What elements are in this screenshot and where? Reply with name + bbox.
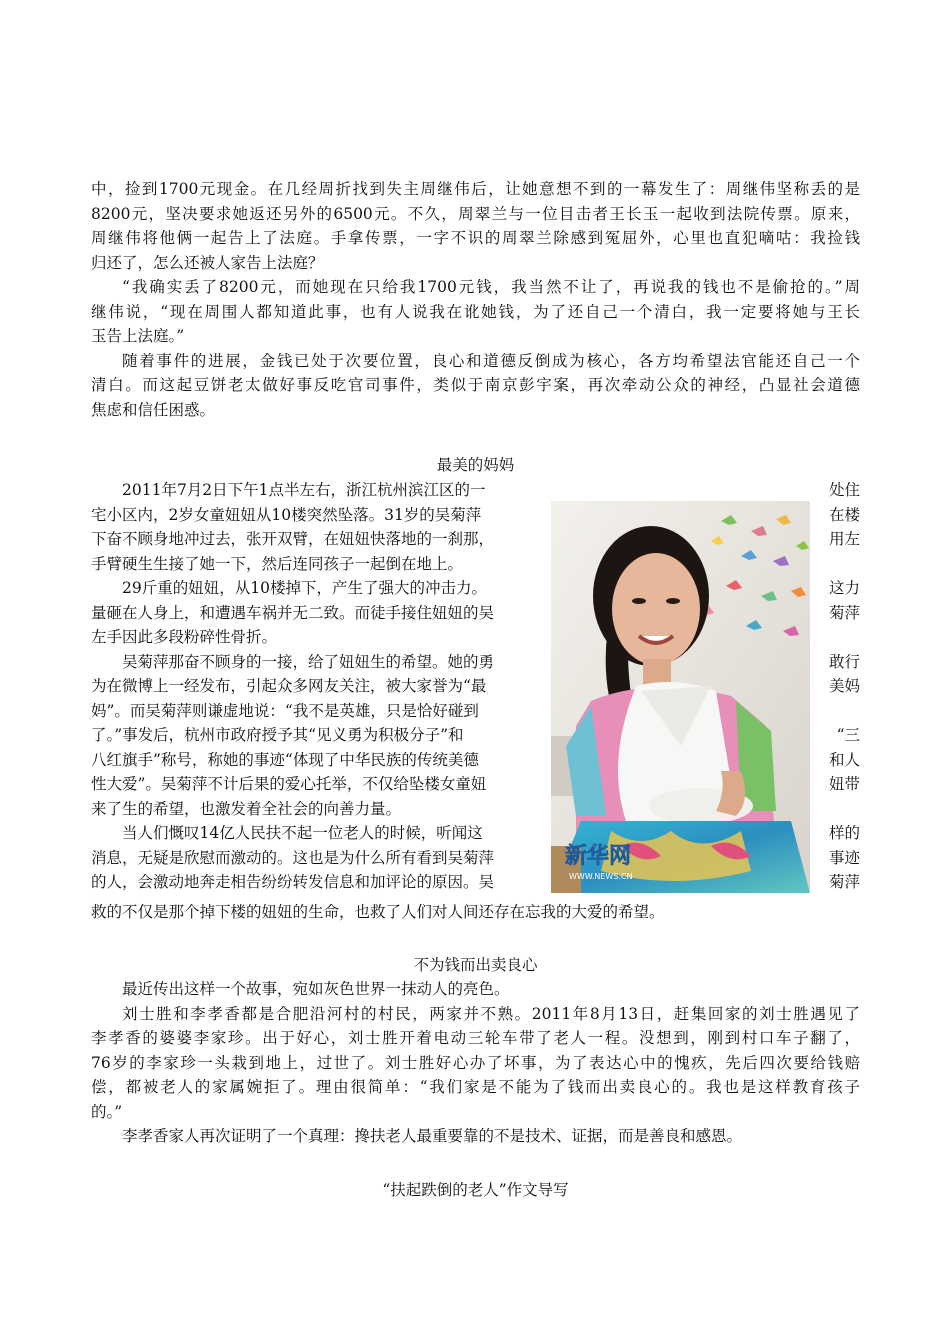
section1-row-left: 妈”。而吴菊萍则谦虚地说：“我不是英雄，只是恰好碰到 [91,701,479,720]
section1-row-right: 和人 [828,750,860,769]
section2-line: 的。” [91,1102,123,1121]
section1-row-left: 了。”事发后，杭州市政府授予其“见义勇为积极分子”和 [91,726,464,744]
section1-row-right: 菊萍 [828,603,860,622]
section1-row-left: 消息，无疑是欣慰而激动的。这也是为什么所有看到吴菊萍 [91,848,495,867]
section2-line: 偿，都被老人的家属婉拒了。理由很简单：“我们家是不能为了钱而出卖良心的。我也是这样教育孩子 [91,1078,860,1096]
watermark-logo: 新华网 [565,844,632,869]
section1-row-left: 吴菊萍那奋不顾身的一接，给了妞妞生的希望。她的勇 [122,652,495,671]
section1-row-left: 八红旗手”称号，称她的事迹“体现了中华民族的传统美德 [91,750,479,769]
section1-row-right: 事迹 [828,848,860,867]
section1-row-left: 量砸在人身上，和遭遇车祸并无二致。而徒手接住妞妞的吴 [91,603,495,622]
section1-closing-line: 救的不仅是那个掉下楼的妞妞的生命，也救了人们对人间还存在忘我的大爱的希望。 [91,903,665,921]
section1-row-left: 手臂硬生生接了她一下，然后连同孩子一起倒在地上。 [91,554,464,573]
section1-row-left: 为在微博上一经发布，引起众多网友关注，被大家誉为“最 [91,677,487,695]
section1-row-right: 美妈 [828,677,860,695]
intro-line: 清白。而这起豆饼老太做好事反吃官司事件，类似于南京彭宇案，再次牵动公众的神经，凸显社会道德 [91,376,860,394]
section1-row-right: 妞带 [828,775,860,793]
section1-row-right: 用左 [828,530,860,548]
news-photo [551,501,810,893]
section2-line: 最近传出这样一个故事，宛如灰色世界一抹动人的亮色。 [122,980,510,998]
watermark-url: WWW.NEWS.CN [569,872,633,881]
intro-line: 中，捡到1700元现金。在几经周折找到失主周继伟后，让她意想不到的一幕发生了：周继伟坚称丢的是 [91,180,860,198]
section-title-not-sell-conscience: 不为钱而出卖良心 [413,956,538,974]
section1-closing [91,900,860,925]
section1-row-left: 来了生的希望，也激发着全社会的向善力量。 [91,799,402,818]
section1-row-right: 敢行 [828,652,860,671]
intro-line: 玉告上法庭。” [91,327,185,345]
intro-line: 继伟说，“现在周围人都知道此事，也有人说我在讹她钱，为了还自己一个清白，我一定要将她与王长 [91,302,860,321]
intro-line: 周继伟将他俩一起告上了法庭。手拿传票，一字不识的周翠兰除感到冤屈外，心里也直犯嘀咕：我捡钱 [91,229,860,247]
section1-row-right: 这力 [828,579,860,597]
intro-text [91,177,860,422]
section1-row-left: 当人们慨叹14亿人民扶不起一位老人的时候，听闻这 [122,824,483,842]
section1-row-right: 在楼 [828,505,860,524]
section2-text [91,977,860,1149]
section2-line: 76岁的李家珍一头栽到地上，过世了。刘士胜好心办了坏事，为了表达心中的愧疚，先后四次要给钱赔 [91,1053,860,1072]
section1-row-left: 的人，会激动地奔走相告纷纷转发信息和加评论的原因。吴 [91,873,495,891]
section2-line: 刘士胜和李孝香都是合肥沿河村的村民，两家并不熟。2011年8月13日，赶集回家的刘士胜遇见了 [122,1004,860,1023]
section1-row-right: 样的 [828,824,860,842]
section1-row-left: 宅小区内，2岁女童妞妞从10楼突然坠落。31岁的吴菊萍 [91,505,482,524]
intro-line: 8200元，坚决要求她返还另外的6500元。不久，周翠兰与一位目击者王长玉一起收到法院传票。原来， [91,204,860,223]
section2-line: 李孝香家人再次证明了一个真理：搀扶老人最重要靠的不是技术、证据，而是善良和感恩。 [122,1127,743,1145]
intro-line: 焦虑和信任困惑。 [91,400,216,419]
section1-row-left: 性大爱”。吴菊萍不计后果的爱心托举，不仅给坠楼女童妞 [91,775,487,793]
intro-line: 随着事件的进展，金钱已处于次要位置，良心和道德反倒成为核心，各方均希望法官能还自己一个 [122,351,860,370]
section-title-essay-guide: “扶起跌倒的老人”作文导写 [382,1181,569,1199]
section1-row-left: 下奋不顾身地冲过去，张开双臂，在妞妞快落地的一刹那， [91,530,495,548]
section1-row-right: 菊萍 [828,873,860,891]
section1-row-left: 左手因此多段粉碎性骨折。 [91,628,278,646]
section2-line: 李孝香的婆婆李家珍。出于好心，刘士胜开着电动三轮车带了老人一程。没想到，刚到村口车子翻了， [91,1029,860,1047]
section1-row-right: 处住 [828,481,860,499]
intro-line: 归还了，怎么还被人家告上法庭？ [91,253,324,272]
section-title-most-beautiful-mother: 最美的妈妈 [436,456,515,474]
section1-row-left: 2011年7月2日下午1点半左右，浙江杭州滨江区的一 [122,481,486,499]
intro-line: “我确实丢了8200元，而她现在只给我1700元钱，我当然不让了，再说我的钱也不是偷抢的。”周 [122,278,860,296]
section1-row-left: 29斤重的妞妞，从10楼掉下，产生了强大的冲击力。 [122,579,487,597]
section1-row-right: “三 [836,726,860,744]
